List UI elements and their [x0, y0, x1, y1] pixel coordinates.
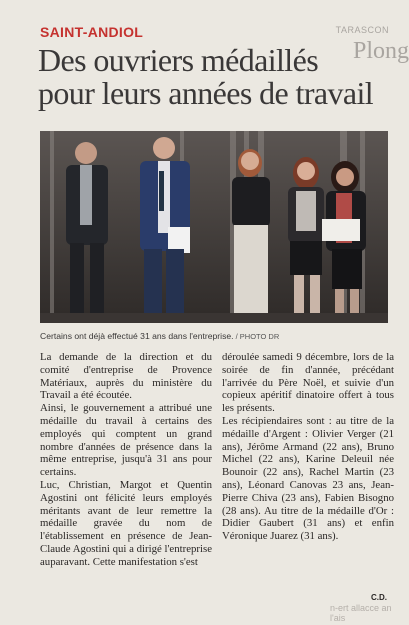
headline — [38, 44, 398, 110]
paragraph: La demande de la direction et du comité d'entreprise de Provence Matériaux, auprès du ministère du Travail a été écoutée. — [40, 351, 212, 402]
headline-line-2: pour leurs années de travail — [38, 75, 374, 111]
article-column-right — [222, 351, 394, 543]
author-signature: C.D. — [371, 593, 387, 602]
background-bottom-fragment: n-ert allacce an l'ais — [330, 603, 392, 623]
paragraph: Ainsi, le gouvernement a attribué une médaille du travail à certains des employés qui comptent un grand nombre d'années de présence dans la même entreprise, jusqu'à 31 ans pour certains. — [40, 402, 212, 479]
paragraph: Les récipiendaires sont : au titre de la médaille d'Argent : Olivier Verger (21 ans), Jérôme Armand (22 ans), Bruno Michel (22 ans), Karine Deleuil née Bounoir (22 ans), Rachel Martin (23 ans), Léonard Canovas 23 ans, Jean-Pierre Chiva (23 ans), Fabien Bisogno (28 ans). Au titre de la médaille d'Or : Didier Gaubert (31 ans) et enfin Véronique Juarez (31 ans). — [222, 414, 394, 543]
photo-caption — [40, 331, 279, 341]
background-page-label: TARASCON — [335, 25, 389, 35]
caption-text: Certains ont déjà effectué 31 ans dans l'entreprise. — [40, 331, 234, 341]
paragraph: déroulée samedi 9 décembre, lors de la soirée de fin d'année, précédant l'arrivée du Père Noël, et suivie d'un copieux apéritif dinatoire offert à tous les présents. — [222, 351, 394, 415]
photo-credit: / PHOTO DR — [233, 332, 280, 341]
paragraph: Luc, Christian, Margot et Quentin Agostini ont félicité leurs employés méritants avant de leur remettre la médaille gravée du nom de l'établissement en présence de Jean-Claude Agostini qui a dirigé l'entreprise auparavant. Cette manifestation s'est — [40, 478, 212, 568]
background-heading-fragment: Plong — [352, 38, 409, 64]
article-photo — [40, 131, 388, 323]
article-column-left — [40, 351, 212, 569]
section-label: SAINT-ANDIOL — [40, 24, 144, 40]
ceremony-photo-illustration — [40, 131, 388, 323]
headline-line-1: Des ouvriers médaillés — [38, 42, 319, 78]
